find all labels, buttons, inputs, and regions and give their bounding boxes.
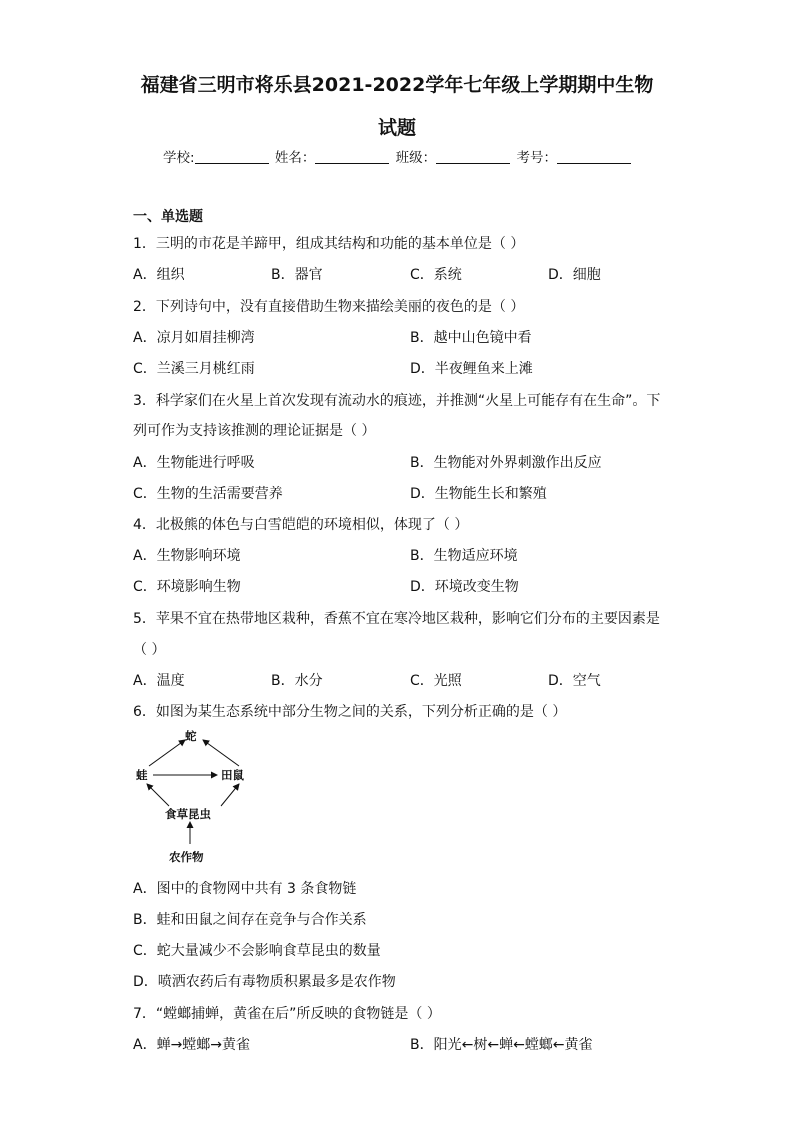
node-mouse: 田鼠 [221, 768, 244, 782]
arrow-insect-to-frog [147, 784, 169, 806]
node-herbivorous-insect: 食草昆虫 [165, 807, 211, 821]
node-snake: 蛇 [185, 729, 197, 743]
question-2-stem: 2．下列诗句中，没有直接借助生物来描绘美丽的夜色的是（ ） [133, 299, 525, 315]
school-blank[interactable] [195, 150, 269, 164]
question-4-option-a[interactable]: A．生物影响环境 [133, 548, 241, 564]
question-5-stem: 5．苹果不宜在热带地区栽种，香蕉不宜在寒冷地区栽种，影响它们分布的主要因素是 [133, 611, 660, 627]
question-1-option-d[interactable]: D．细胞 [548, 267, 601, 283]
node-crop: 农作物 [169, 850, 204, 864]
question-4-option-d[interactable]: D．环境改变生物 [410, 579, 519, 595]
question-2-option-b[interactable]: B．越中山色镜中看 [410, 330, 532, 346]
question-1-stem: 1．三明的市花是羊蹄甲，组成其结构和功能的基本单位是（ ） [133, 236, 525, 252]
document-title-line2: 试题 [377, 117, 416, 139]
arrow-frog-to-snake [149, 740, 185, 766]
question-6-option-d[interactable]: D．喷洒农药后有毒物质积累最多是农作物 [133, 974, 396, 990]
question-5-option-a[interactable]: A．温度 [133, 673, 185, 689]
question-3-stem: 3．科学家们在火星上首次发现有流动水的痕迹，并推测“火星上可能存有在生命”。下 [133, 393, 661, 409]
name-label: 姓名： [274, 150, 316, 166]
name-blank[interactable] [315, 150, 389, 164]
exam-no-blank[interactable] [557, 150, 631, 164]
exam-no-label: 考号： [516, 150, 557, 166]
question-5-option-d[interactable]: D．空气 [548, 673, 601, 689]
question-7-stem: 7．“螳螂捕蝉，黄雀在后”所反映的食物链是（ ） [133, 1006, 441, 1022]
question-4-option-c[interactable]: C．环境影响生物 [133, 579, 241, 595]
food-web-diagram [133, 726, 258, 866]
question-6-option-a[interactable]: A．图中的食物网中共有 3 条食物链 [133, 881, 357, 897]
section-heading: 一、单选题 [133, 209, 203, 225]
document-title-line1: 福建省三明市将乐县2021-2022学年七年级上学期期中生物 [140, 74, 654, 96]
question-3-option-c[interactable]: C．生物的生活需要营养 [133, 486, 283, 502]
school-label: 学校: [163, 150, 195, 166]
class-label: 班级： [395, 150, 437, 166]
question-5-option-b[interactable]: B．水分 [271, 673, 323, 689]
question-4-option-b[interactable]: B．生物适应环境 [410, 548, 518, 564]
question-6-option-c[interactable]: C．蛇大量减少不会影响食草昆虫的数量 [133, 943, 381, 959]
question-2-option-d[interactable]: D．半夜鲤鱼来上滩 [410, 361, 533, 377]
question-1-option-b[interactable]: B．器官 [271, 267, 323, 283]
student-info-row [163, 146, 633, 166]
question-6-option-b[interactable]: B．蛙和田鼠之间存在竞争与合作关系 [133, 912, 367, 928]
question-2-option-c[interactable]: C．兰溪三月桃红雨 [133, 361, 255, 377]
class-blank[interactable] [436, 150, 510, 164]
question-3-option-d[interactable]: D．生物能生长和繁殖 [410, 486, 547, 502]
node-frog: 蛙 [136, 768, 148, 782]
question-3-stem-continued: 列可作为支持该推测的理论证据是（ ） [133, 423, 376, 439]
question-3-option-a[interactable]: A．生物能进行呼吸 [133, 455, 255, 471]
question-1-option-a[interactable]: A．组织 [133, 267, 185, 283]
question-4-stem: 4．北极熊的体色与白雪皑皑的环境相似，体现了（ ） [133, 517, 469, 533]
arrow-mouse-to-snake [203, 740, 239, 766]
question-7-option-b[interactable]: B．阳光←树←蝉←螳螂←黄雀 [410, 1037, 593, 1053]
arrow-insect-to-mouse [221, 784, 239, 806]
question-7-option-a[interactable]: A．蝉→螳螂→黄雀 [133, 1037, 251, 1053]
question-6-stem: 6．如图为某生态系统中部分生物之间的关系，下列分析正确的是（ ） [133, 704, 567, 720]
question-5-option-c[interactable]: C．光照 [410, 673, 462, 689]
question-1-option-c[interactable]: C．系统 [410, 267, 462, 283]
question-3-option-b[interactable]: B．生物能对外界刺激作出反应 [410, 455, 602, 471]
question-2-option-a[interactable]: A．凉月如眉挂柳湾 [133, 330, 255, 346]
question-5-stem-continued: （ ） [133, 642, 166, 658]
